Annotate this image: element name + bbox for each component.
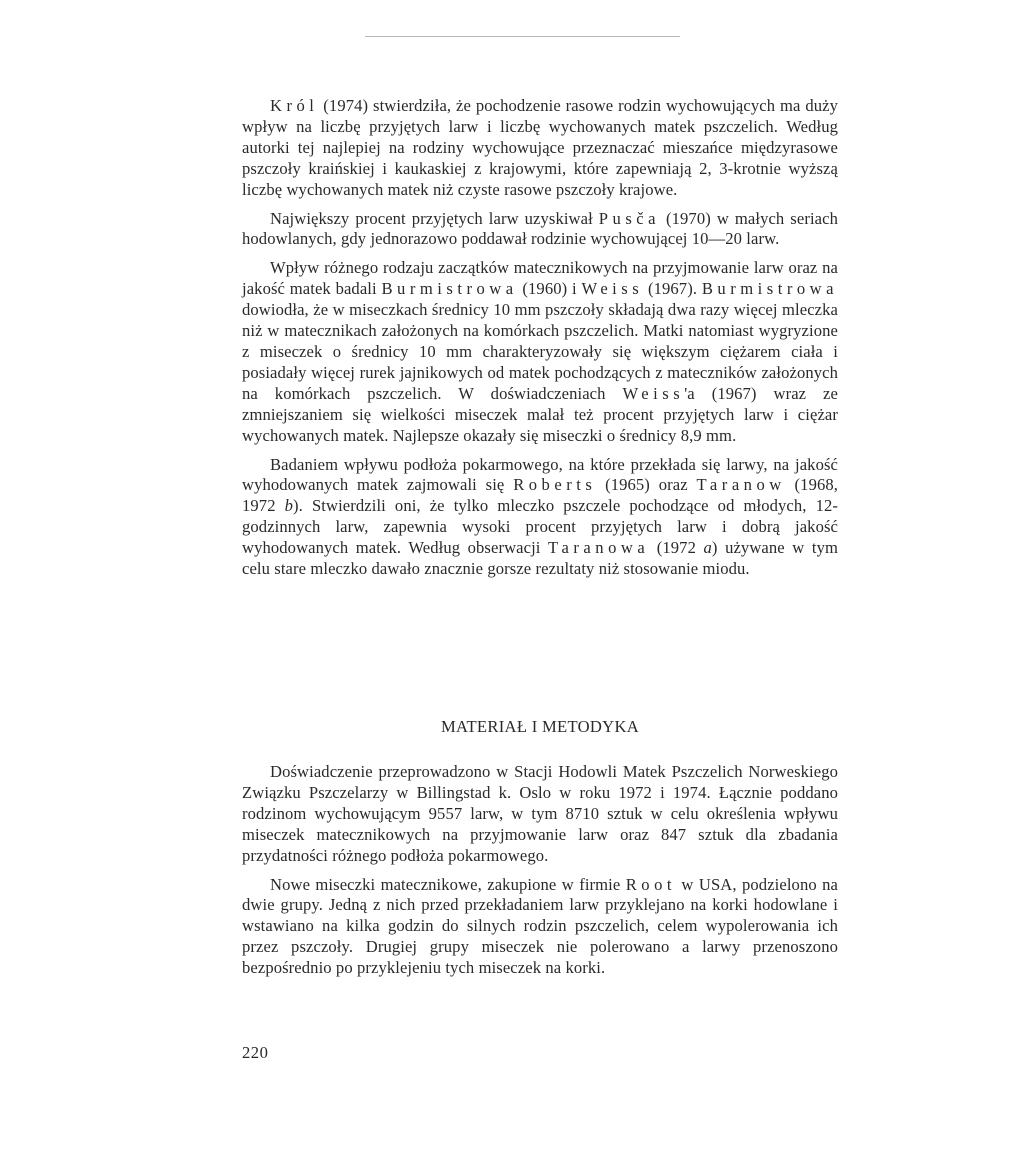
author-name: Root (625, 874, 677, 894)
author-name: Burmistrowa (701, 279, 838, 299)
paragraph-text: Badaniem wpływu podłoża pokarmowego, na które przekłada się larwy, na jakość wyhodowanych matek zajmowali się (242, 454, 838, 495)
paragraph-text: (1960) i (517, 279, 582, 299)
intro-section (242, 96, 838, 588)
paragraph-cups (242, 875, 838, 980)
top-rule (365, 36, 680, 37)
paragraph-roberts (242, 455, 838, 580)
author-name: Taranow (696, 475, 786, 495)
paragraph-text: ). Stwierdzili oni, że tylko mleczko pszczele pochodzące od młodych, 12-godzinnych larw, zapewnia wysoki procent przyjętych larw i dobrą jakość wyhodowanych matek. Według obserwacji (242, 496, 838, 558)
paragraph-text: ) używane w tym celu stare mleczko dawało znacznie gorsze rezultaty niż stosowanie miodu. (242, 538, 838, 579)
paragraph-text: Nowe miseczki matecznikowe, zakupione w firmie (270, 874, 626, 894)
page-number: 220 (242, 1043, 269, 1062)
citation-letter: a (703, 538, 712, 558)
paragraph-text: (1967). (643, 279, 702, 299)
paragraph-text: Wpływ różnego rodzaju zaczątków matecznikowych na przyjmowanie larw oraz na jakość matek badali (242, 258, 838, 299)
paragraph-text: Doświadczenie przeprowadzono w Stacji Hodowli Matek Pszczelich Norweskiego Związku Pszczelarzy w Billingstad k. Oslo w roku 1972 i 1974. Łącznie poddano rodzinom wychowującym 9557 larw, w tym 8710 sztuk w celu określenia wpływu miseczek matecznikowych na przyjmowanie larw oraz 847 sztuk dla zbadania przydatności różnego podłoża pokarmowego. (242, 762, 838, 865)
paragraph-text: dowiodła, że w miseczkach średnicy 10 mm pszczoły składają dwa razy więcej mleczka niż w matecznikach założonych na komórkach pszczelich. Matki natomiast wygryzione z miseczek o średnicy 10 mm charakteryzowały się większym ciężarem ciała i posiadały więcej rurek jajnikowych od matek pochodzących z mateczników założonych na komórkach pszczelich. W doświadczeniach (242, 300, 838, 403)
paragraph-text: 'a (1967) wraz ze zmniejszaniem się wielkości miseczek malał też procent przyjętych larw i ciężar wychowanych matek. Najlepsze okazały się miseczki o średnicy 8,9 mm. (242, 383, 838, 445)
author-name: Taranowa (548, 538, 650, 558)
paragraph-text: (1968, 1972 (242, 475, 839, 516)
paragraph-text: (1974) stwierdziła, że pochodzenie rasowe rodzin wychowujących ma duży wpływ na liczbę przyjętych larw i liczbę wychowanych matek pszczelich. Według autorki tej najlepiej na rodziny wychowujące przeznaczać mieszańce międzyrasowe pszczoły kraińskiej i kaukaskiej z krajowymi, które zapewniają 2, 3-krotnie wyższą liczbę wychowanych matek niż czyste rasowe pszczoły krajowe. (242, 96, 838, 199)
author-name: Weiss (581, 279, 644, 299)
paragraph-burmistrowa (242, 258, 838, 446)
author-name: Roberts (513, 475, 597, 495)
section-heading: MATERIAŁ I METODYKA (440, 717, 640, 736)
author-name: Weiss (622, 383, 685, 403)
citation-letter: b (284, 496, 294, 516)
paragraph-krol (242, 96, 838, 201)
paragraph-text: (1972 (649, 538, 704, 558)
paragraph-pusca (242, 209, 838, 251)
author-name: Król (270, 96, 319, 115)
paragraph-text: Największy procent przyjętych larw uzyskiwał (270, 208, 599, 228)
paragraph-text: (1965) oraz (596, 475, 697, 495)
author-name: Burmistrowa (381, 279, 518, 299)
paragraph-text: w USA, podzielono na dwie grupy. Jedną z nich przed przekładaniem larw przyklejano na korki hodowlane i wstawiano na kilka godzin do silnych rodzin pszczelich, celem wypolerowania ich przez pszczoły. Drugiej grupy miseczek nie polerowano a larwy przenoszono bezpośrednio po przyklejeniu tych miseczek na korki. (242, 874, 838, 978)
paragraph-experiment (242, 762, 838, 867)
author-name: Pusča (598, 208, 661, 228)
paragraph-text: (1970) w małych seriach hodowlanych, gdy jednorazowo poddawał rodzinie wychowującej 10—20 larw. (242, 208, 838, 249)
methods-section (242, 762, 838, 987)
